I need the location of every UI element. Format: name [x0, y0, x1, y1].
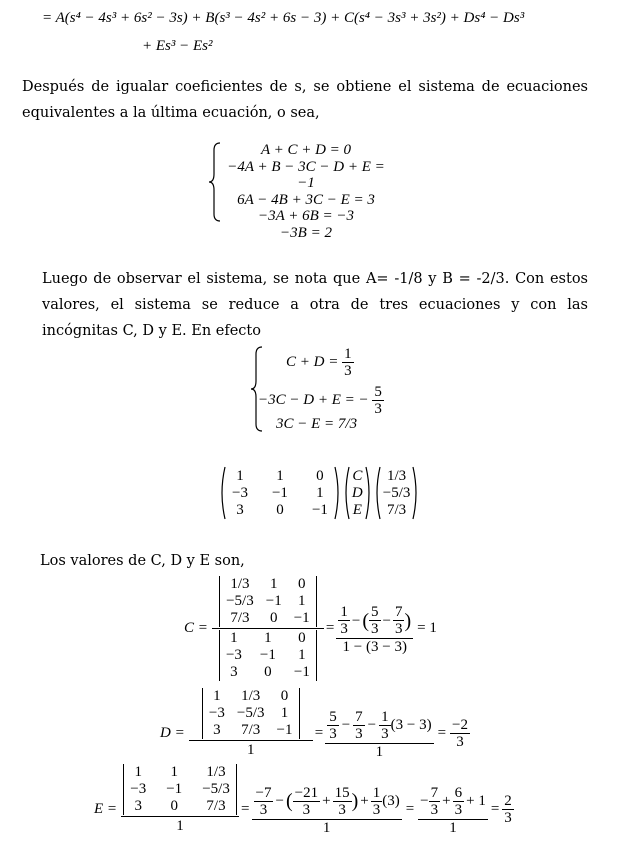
- d-result: $\frac{-2}{3}$: [452, 717, 469, 750]
- matrix-equation: [218, 466, 420, 520]
- cramer-c: C = 1/3 1 0 −5/3 −1 1 7/3 0 −1 1 1 0 −3 −1 1 3 0 −1 = $\frac{1}{3}$ − ( $\frac{5}{3}$ − $\frac{7}{3}$ ) 1 − (3 − 3) = 1: [184, 576, 437, 680]
- left-paren-icon: [342, 466, 350, 520]
- right-paren-icon: [412, 466, 420, 520]
- e-label: E =: [94, 801, 118, 817]
- rhs-vector: 1/3 −5/3 7/3: [382, 467, 411, 518]
- d-expression: $\frac{5}{3}$ − $\frac{7}{3}$ − $\frac{1}{3}$ (3 − 3) 1: [325, 708, 433, 760]
- system1-eq-5: −3B = 2: [280, 224, 332, 241]
- cramer-d: D = 1 1/3 0 −3 −5/3 1 3 7/3 −1 1 = $\frac{5}{3}$ − $\frac{7}{3}$ − $\frac{1}{3}$ (3 − 3) 1 = $\frac{-2}{3}$: [160, 688, 469, 760]
- e-det-fraction: 1 1 1/3 −3 −1 −5/3 3 0 7/3 1: [121, 764, 239, 835]
- d-numerator-det: 1 1/3 0 −3 −5/3 1 3 7/3 −1: [202, 688, 300, 739]
- cramer-e: E = 1 1 1/3 −3 −1 −5/3 3 0 7/3 1 = $\frac{-7}{3}$ − ( $\frac{-21}{3}$ + $\frac{15}{3}$ ) + $\frac{1}{3}$ (3) 1 = − $\frac{7}{3}$ + $\frac{6}{3}$ + 1 1 = $\frac{2}{3}$: [94, 764, 512, 836]
- system1-eq-4: −3A + 6B = −3: [257, 208, 355, 224]
- expansion-line-1: = A(s⁴ − 4s³ + 6s² − 3s) + B(s³ − 4s² + 6s − 3) + C(s⁴ − 3s³ + 3s²) + Ds⁴ − Ds³: [42, 10, 525, 26]
- e-expression: $\frac{-7}{3}$ − ( $\frac{-21}{3}$ + $\frac{15}{3}$ ) + $\frac{1}{3}$ (3) 1: [252, 784, 402, 836]
- d-label: D =: [160, 725, 185, 741]
- paragraph-intro: Después de igualar coeficientes de s, se obtiene el sistema de ecuaciones equivalentes a la última ecuación, o sea,: [22, 79, 588, 121]
- paragraph-values: Los valores de C, D y E son,: [40, 553, 245, 569]
- d-det-fraction: 1 1/3 0 −3 −5/3 1 3 7/3 −1 1: [189, 688, 313, 759]
- c-result: = 1: [417, 620, 437, 636]
- paragraph-reduction: Luego de observar el sistema, se nota que A= -1/8 y B = -2/3. Con estos valores, el sistema se reduce a otra de tres ecuaciones y con las incógnitas C, D y E. En efecto: [42, 271, 588, 339]
- e-numerator-det: 1 1 1/3 −3 −1 −5/3 3 0 7/3: [123, 764, 237, 815]
- e-result: $\frac{2}{3}$: [504, 793, 512, 826]
- c-expression: $\frac{1}{3}$ − ( $\frac{5}{3}$ − $\frac{7}{3}$ ) 1 − (3 − 3): [336, 602, 413, 655]
- left-paren-icon: [218, 466, 226, 520]
- left-paren-icon: [373, 466, 381, 520]
- system1-eq-1: A + C + D = 0: [260, 142, 352, 158]
- right-paren-icon: [334, 466, 342, 520]
- system1-eq-3: 6A − 4B + 3C − E = 3: [237, 191, 375, 208]
- right-paren-icon: [365, 466, 373, 520]
- c-label: C =: [184, 620, 208, 636]
- system1-eq-2: −4A + B − 3C − D + E = −1: [227, 158, 385, 191]
- c-det-fraction: [212, 576, 324, 681]
- coefficient-matrix: 1 1 0 −3 −1 1 3 0 −1: [232, 467, 328, 518]
- c-denominator-det: 1 1 0 −3 −1 1 3 0 −1: [219, 630, 317, 681]
- system2-eq-2: −3C − D + E = − $\frac{5}{3}$: [258, 384, 382, 417]
- expansion-line-2: + Es³ − Es²: [142, 38, 213, 54]
- c-numerator-det: 1/3 1 0 −5/3 −1 1 7/3 0 −1: [219, 576, 317, 627]
- system2-eq-1: C + D = $\frac{1}{3}$: [286, 346, 352, 379]
- system2-eq-3: 3C − E = 7/3: [276, 416, 358, 432]
- e-simplified: − $\frac{7}{3}$ + $\frac{6}{3}$ + 1 1: [420, 784, 486, 836]
- variable-vector: C D E: [351, 467, 363, 518]
